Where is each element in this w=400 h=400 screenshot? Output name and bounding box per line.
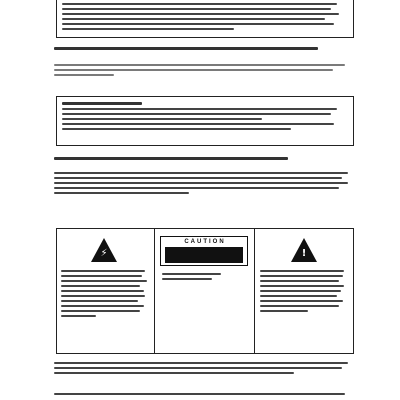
manual-sheet bbox=[52, 0, 358, 400]
caution-black-plate bbox=[165, 247, 243, 263]
caution-label-box bbox=[160, 236, 248, 266]
paragraph-6 bbox=[54, 393, 354, 398]
panel-mid-text bbox=[162, 273, 246, 283]
paragraph-1 bbox=[54, 47, 354, 53]
panel-left-text bbox=[61, 270, 149, 320]
paragraph-5 bbox=[54, 362, 354, 377]
paragraph-2 bbox=[54, 64, 354, 79]
paragraph-3 bbox=[54, 157, 354, 163]
caution-label: CAUTION bbox=[184, 239, 226, 245]
lightning-glyph: ⚡ bbox=[100, 248, 108, 259]
exclamation-glyph: ! bbox=[301, 248, 307, 259]
paragraph-4 bbox=[54, 172, 354, 197]
panel-right-text bbox=[260, 270, 348, 315]
top-warning-box bbox=[56, 0, 354, 38]
notice-box bbox=[56, 96, 354, 146]
